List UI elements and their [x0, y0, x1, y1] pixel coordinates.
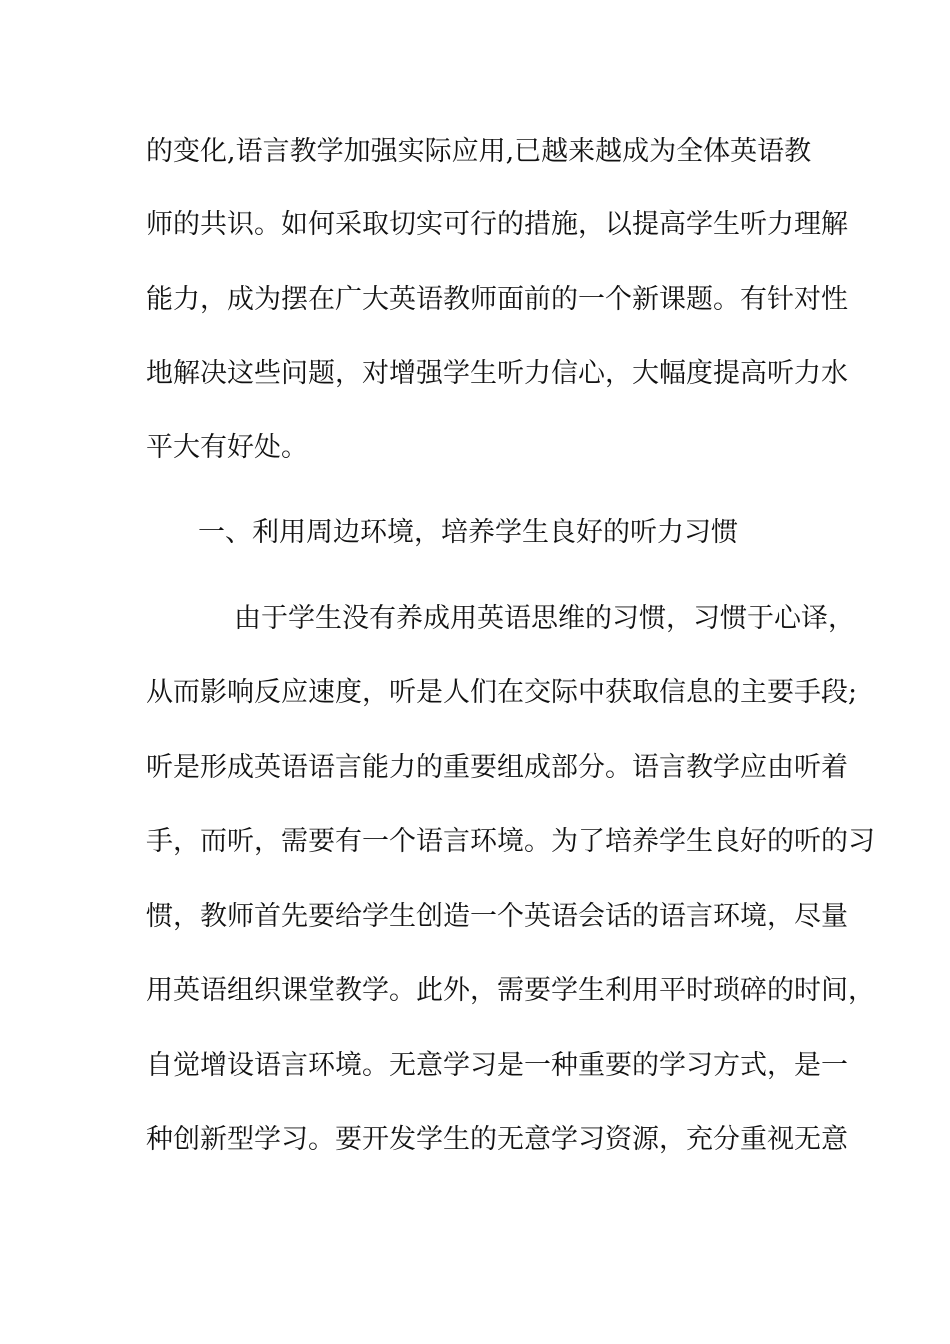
- paragraph-1-line-4: 地解决这些问题，对增强学生听力信心，大幅度提高听力水: [146, 358, 848, 389]
- paragraph-2-line-5: 惯，教师首先要给学生创造一个英语会话的语言环境，尽量: [146, 901, 848, 932]
- paragraph-2-line-7: 自觉增设语言环境。无意学习是一种重要的学习方式，是一: [146, 1050, 848, 1081]
- paragraph-2-line-1: 由于学生没有养成用英语思维的习惯，习惯于心译，: [234, 603, 855, 634]
- paragraph-1-line-1: 的变化,语言教学加强实际应用,已越来越成为全体英语教: [146, 136, 812, 167]
- paragraph-2-line-2: 从而影响反应速度，听是人们在交际中获取信息的主要手段;: [146, 677, 858, 708]
- section-heading: 一、利用周边环境，培养学生良好的听力习惯: [198, 517, 738, 548]
- paragraph-2-line-6: 用英语组织课堂教学。此外，需要学生利用平时琐碎的时间，: [146, 975, 875, 1006]
- paragraph-2-line-3: 听是形成英语语言能力的重要组成部分。语言教学应由听着: [146, 752, 848, 783]
- paragraph-1-line-5: 平大有好处。: [146, 432, 308, 463]
- paragraph-2-line-8: 种创新型学习。要开发学生的无意学习资源，充分重视无意: [146, 1124, 848, 1155]
- paragraph-1-line-2: 师的共识。如何采取切实可行的措施，以提高学生听力理解: [146, 209, 848, 240]
- paragraph-2-line-4: 手，而听，需要有一个语言环境。为了培养学生良好的听的习: [146, 826, 875, 857]
- paragraph-1-line-3: 能力，成为摆在广大英语教师面前的一个新课题。有针对性: [146, 284, 848, 315]
